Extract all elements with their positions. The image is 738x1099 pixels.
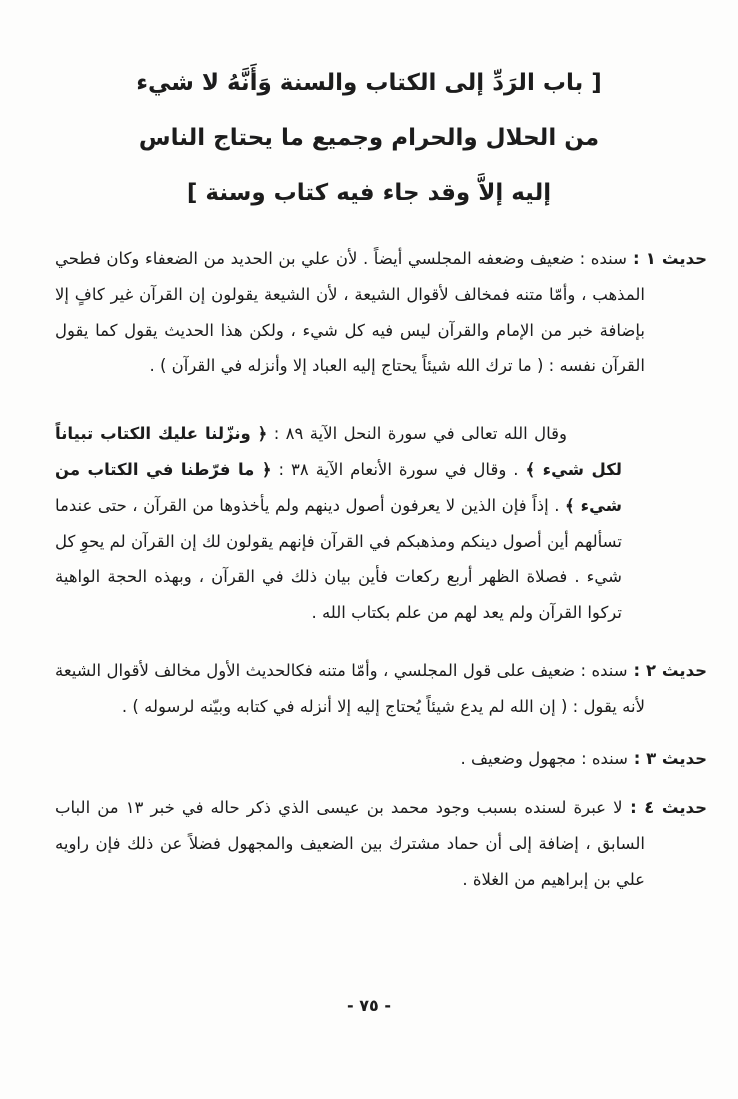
chapter-title-line-2: من الحلال والحرام وجميع ما يحتاج الناس bbox=[138, 125, 600, 151]
hadith-2-text: سنده : ضعيف على قول المجلسي ، وأمّا متنه فكالحديث الأول مخالف لأقوال الشيعة لأنه يقول : ( إن الله لم يدع شيئاً يُحتاج إليه إلا أنزله في كتابه وبيّنه لرسوله ) . bbox=[55, 660, 645, 716]
hadith-1-paragraph bbox=[55, 241, 707, 384]
hadith-2-paragraph bbox=[55, 653, 707, 725]
quran-paragraph-segment: وقال الله تعالى في سورة النحل الآية ٨٩ : bbox=[267, 424, 567, 444]
hadith-4-paragraph bbox=[55, 790, 707, 897]
chapter-title-line-1: [ باب الرَدِّ إلى الكتاب والسنة وَأَنَّهُ لا شيء bbox=[136, 70, 602, 96]
page-number: - ٧٥ - bbox=[347, 996, 391, 1015]
quran-verse-anam-38: ﴿ ما فرّطنا في الكتاب من شيء ﴾ bbox=[55, 459, 622, 515]
chapter-title bbox=[55, 56, 683, 221]
hadith-4-label: حديث ٤ : bbox=[622, 798, 707, 818]
quran-citation-paragraph bbox=[55, 416, 707, 631]
quran-paragraph-segment: . وقال في سورة الأنعام الآية ٣٨ : bbox=[271, 459, 526, 479]
hadith-3-label: حديث ٣ : bbox=[627, 748, 707, 768]
chapter-title-line-3: إليه إلاَّ وقد جاء فيه كتاب وسنة ] bbox=[186, 180, 552, 206]
page-body bbox=[55, 241, 707, 898]
hadith-4-text: لا عبرة لسنده بسبب وجود محمد بن عيسى الذي ذكر حاله في خبر ١٣ من الباب السابق ، إضافة إلى أن حماد مشترك بين الضعيف والمجهول فضلاً عن ذلك فإن راويه علي بن إبراهيم من الغلاة . bbox=[55, 798, 645, 889]
hadith-3-paragraph bbox=[55, 741, 707, 777]
hadith-2-label: حديث ٢ : bbox=[627, 660, 707, 680]
hadith-1-label: حديث ١ : bbox=[626, 249, 707, 268]
quran-paragraph-segment: . إذاً فإن الذين لا يعرفون أصول دينهم ولم يأخذوها من القرآن ، حتى عندما تسألهم أين أصول دينكم ومذهبكم في القرآن فإنهم يقولون لك إن القرآن لم يحوِ كل شيء . فصلاة الظهر أربع ركعات فأين بيان ذلك في القرآن ، وبهذه الحجة الواهية تركوا القرآن ولم يعد لهم من علم بكتاب الله . bbox=[55, 495, 622, 623]
hadith-1-text: سنده : ضعيف وضعفه المجلسي أيضاً . لأن علي بن الحديد من الضعفاء وكان فطحي المذهب ، وأمّا متنه فمخالف لأقوال الشيعة ، لأن الشيعة يقولون إن القرآن غير كافٍ إلا بإضافة خبر من الإمام والقرآن ليس فيه كل شيء ، ولكن هذا الحديث يقول كما يقول القرآن نفسه : ( ما ترك الله شيئاً يحتاج إليه العباد إلا وأنزله في القرآن ) . bbox=[55, 249, 645, 376]
hadith-3-text: سنده : مجهول وضعيف . bbox=[460, 748, 628, 768]
quran-verse-nahl-89: ﴿ ونزّلنا عليك الكتاب تبياناً لكل شيء ﴾ bbox=[55, 424, 622, 479]
